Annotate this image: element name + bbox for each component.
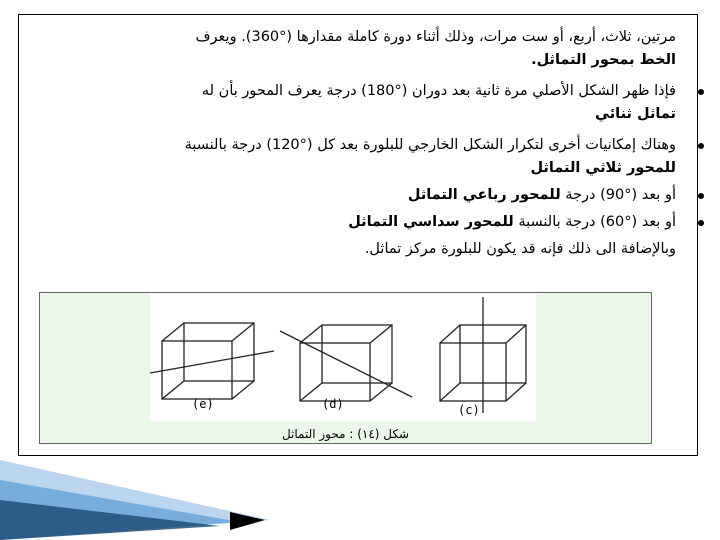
bullet-120-line-2: للمحور ثلاثي التماثل [530, 160, 676, 176]
label-d: (d) [322, 397, 344, 411]
text-body [36, 26, 676, 261]
bullet-dot-icon [698, 220, 704, 226]
bullet-dot-icon [698, 143, 704, 149]
bullet-180-line-1: فإذا ظهر الشكل الأصلي مرة ثانية بعد دوران (°180) درجة يعرف المحور بأن له [201, 83, 676, 99]
label-c: (c) [458, 403, 480, 417]
bullet-60-text: أو بعد (°60) درجة بالنسبة [513, 214, 676, 230]
bullet-dot-icon [698, 193, 704, 199]
bullet-60-bold: للمحور سداسي التماثل [348, 214, 514, 230]
bullet-180 [36, 80, 676, 126]
center-of-symmetry-line: وبالإضافة الى ذلك فإنه قد يكون للبلورة مركز تماثل. [364, 241, 676, 257]
bullet-90 [36, 184, 676, 207]
cube-d [280, 325, 412, 401]
figure-box [39, 292, 652, 444]
bullet-90-bold: للمحور رباعي التماثل [407, 187, 561, 203]
label-e: (e) [192, 397, 214, 411]
paragraph-intro [36, 26, 676, 72]
paragraph-center [36, 238, 676, 261]
cube-c [440, 297, 526, 413]
cube-e [150, 323, 274, 399]
bullet-90-text: أو بعد (°90) درجة [560, 187, 676, 203]
intro-line-2: الخط بمحور التماثل. [531, 52, 676, 68]
bullet-180-line-2: تماثل ثنائي [595, 106, 676, 122]
figure-cubes [150, 293, 536, 421]
bullet-dot-icon [698, 89, 704, 95]
bullet-120 [36, 134, 676, 180]
bullet-60 [36, 211, 676, 234]
corner-decoration [0, 450, 720, 540]
bullet-120-line-1: وهناك إمكانيات أخرى لتكرار الشكل الخارجي للبلورة بعد كل (°120) درجة بالنسبة [184, 137, 676, 153]
figure-caption: شكل (١٤) : محور التماثل [281, 427, 410, 441]
intro-line-1: مرتين، ثلاث، أربع، أو ست مرات، وذلك أثناء دورة كاملة مقدارها (°360). ويعرف [195, 29, 676, 45]
